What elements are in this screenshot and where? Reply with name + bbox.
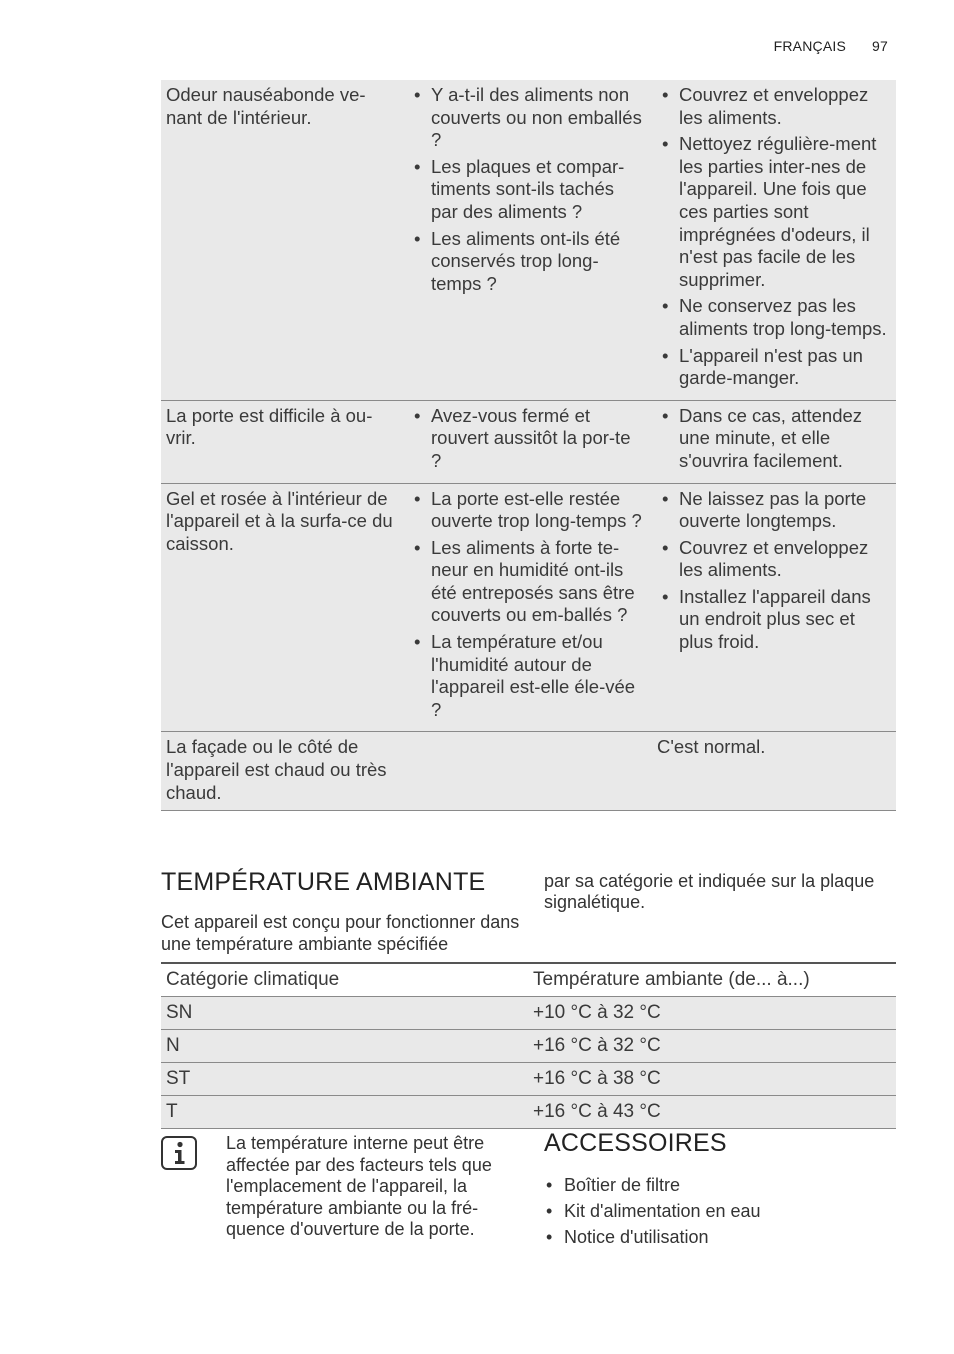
- climate-table: [161, 962, 896, 1129]
- causes-cell: [405, 80, 649, 400]
- table-cell: +10 °C à 32 °C: [528, 997, 896, 1030]
- table-cell: T: [161, 1096, 528, 1129]
- table-row: [161, 1063, 896, 1096]
- list-item: • Installez l'appareil dans un endroit plus sec et plus froid.: [657, 586, 890, 654]
- list-item: • La porte est-elle restée ouverte trop long-temps ?: [409, 488, 643, 533]
- list-item: • Les aliments à forte te-neur en humidité ont-ils été entreposés sans être couverts ou em-ballés ?: [409, 537, 643, 627]
- list-item: • Les plaques et compar-timents sont-ils tachés par des aliments ?: [409, 156, 643, 224]
- table-cell: SN: [161, 997, 528, 1030]
- page-header: [774, 38, 888, 54]
- info-note: La température interne peut être affectée par des facteurs tels que l'emplacement de l'appareil, la température ambiante ou la fré-quence d'ouverture de la porte.: [226, 1133, 492, 1239]
- solutions-cell: [649, 483, 896, 732]
- info-icon: [161, 1136, 197, 1170]
- list-item: • Couvrez et enveloppez les aliments.: [657, 84, 890, 129]
- column-header: Température ambiante (de... à...): [528, 963, 896, 997]
- page-number: 97: [872, 38, 888, 54]
- table-cell: ST: [161, 1063, 528, 1096]
- list-item: • La température et/ou l'humidité autour de l'appareil est-elle éle-vée ?: [409, 631, 643, 721]
- list-item: • Ne conservez pas les aliments trop long-temps.: [657, 295, 890, 340]
- table-cell: +16 °C à 43 °C: [528, 1096, 896, 1129]
- problem-cell: Gel et rosée à l'intérieur de l'appareil et à la surfa-ce du caisson.: [161, 483, 405, 732]
- table-row: [161, 732, 896, 811]
- table-row: [161, 80, 896, 400]
- table-cell: +16 °C à 32 °C: [528, 1030, 896, 1063]
- section-title-accessories: ACCESSOIRES: [544, 1129, 727, 1157]
- table-row: [161, 1096, 896, 1129]
- column-header: Catégorie climatique: [161, 963, 528, 997]
- table-cell: +16 °C à 38 °C: [528, 1063, 896, 1096]
- table-row: [161, 997, 896, 1030]
- solutions-cell: [649, 80, 896, 400]
- list-item: • Dans ce cas, attendez une minute, et elle s'ouvrira facilement.: [657, 405, 890, 473]
- language-label: FRANÇAIS: [773, 38, 847, 54]
- list-item: • Y a-t-il des aliments non couverts ou non emballés ?: [409, 84, 643, 152]
- list-item: • Boîtier de filtre: [544, 1172, 761, 1198]
- accessories-list: [544, 1172, 761, 1250]
- problem-cell: La porte est difficile à ou-vrir.: [161, 400, 405, 483]
- list-item: • Kit d'alimentation en eau: [544, 1198, 761, 1224]
- list-item: • Les aliments ont-ils été conservés trop long-temps ?: [409, 228, 643, 296]
- list-item: • Nettoyez régulière-ment les parties inter-nes de l'appareil. Une fois que ces parties sont imprégnées d'odeurs, il n'est pas facile de les supprimer.: [657, 133, 890, 291]
- troubleshooting-table: [161, 80, 896, 811]
- list-item: • L'appareil n'est pas un garde-manger.: [657, 345, 890, 390]
- problem-cell: La façade ou le côté de l'appareil est chaud ou très chaud.: [161, 732, 405, 811]
- table-row: [161, 1030, 896, 1063]
- list-item: • Couvrez et enveloppez les aliments.: [657, 537, 890, 582]
- table-row: [161, 483, 896, 732]
- solutions-cell: C'est normal.: [649, 732, 896, 811]
- causes-cell: [405, 483, 649, 732]
- table-header-row: [161, 963, 896, 997]
- section-title-ambient: TEMPÉRATURE AMBIANTE: [161, 868, 486, 896]
- causes-cell: [405, 400, 649, 483]
- list-item: • Avez-vous fermé et rouvert aussitôt la por-te ?: [409, 405, 643, 473]
- table-cell: N: [161, 1030, 528, 1063]
- solutions-cell: [649, 400, 896, 483]
- list-item: • Notice d'utilisation: [544, 1224, 761, 1250]
- problem-cell: Odeur nauséabonde ve-nant de l'intérieur.: [161, 80, 405, 400]
- list-item: • Ne laissez pas la porte ouverte longtemps.: [657, 488, 890, 533]
- ambient-intro-right: par sa catégorie et indiquée sur la plaque signalétique.: [544, 871, 875, 912]
- causes-cell: [405, 732, 649, 811]
- ambient-intro-left: Cet appareil est conçu pour fonctionner dans une température ambiante spécifiée: [161, 912, 520, 954]
- table-row: [161, 400, 896, 483]
